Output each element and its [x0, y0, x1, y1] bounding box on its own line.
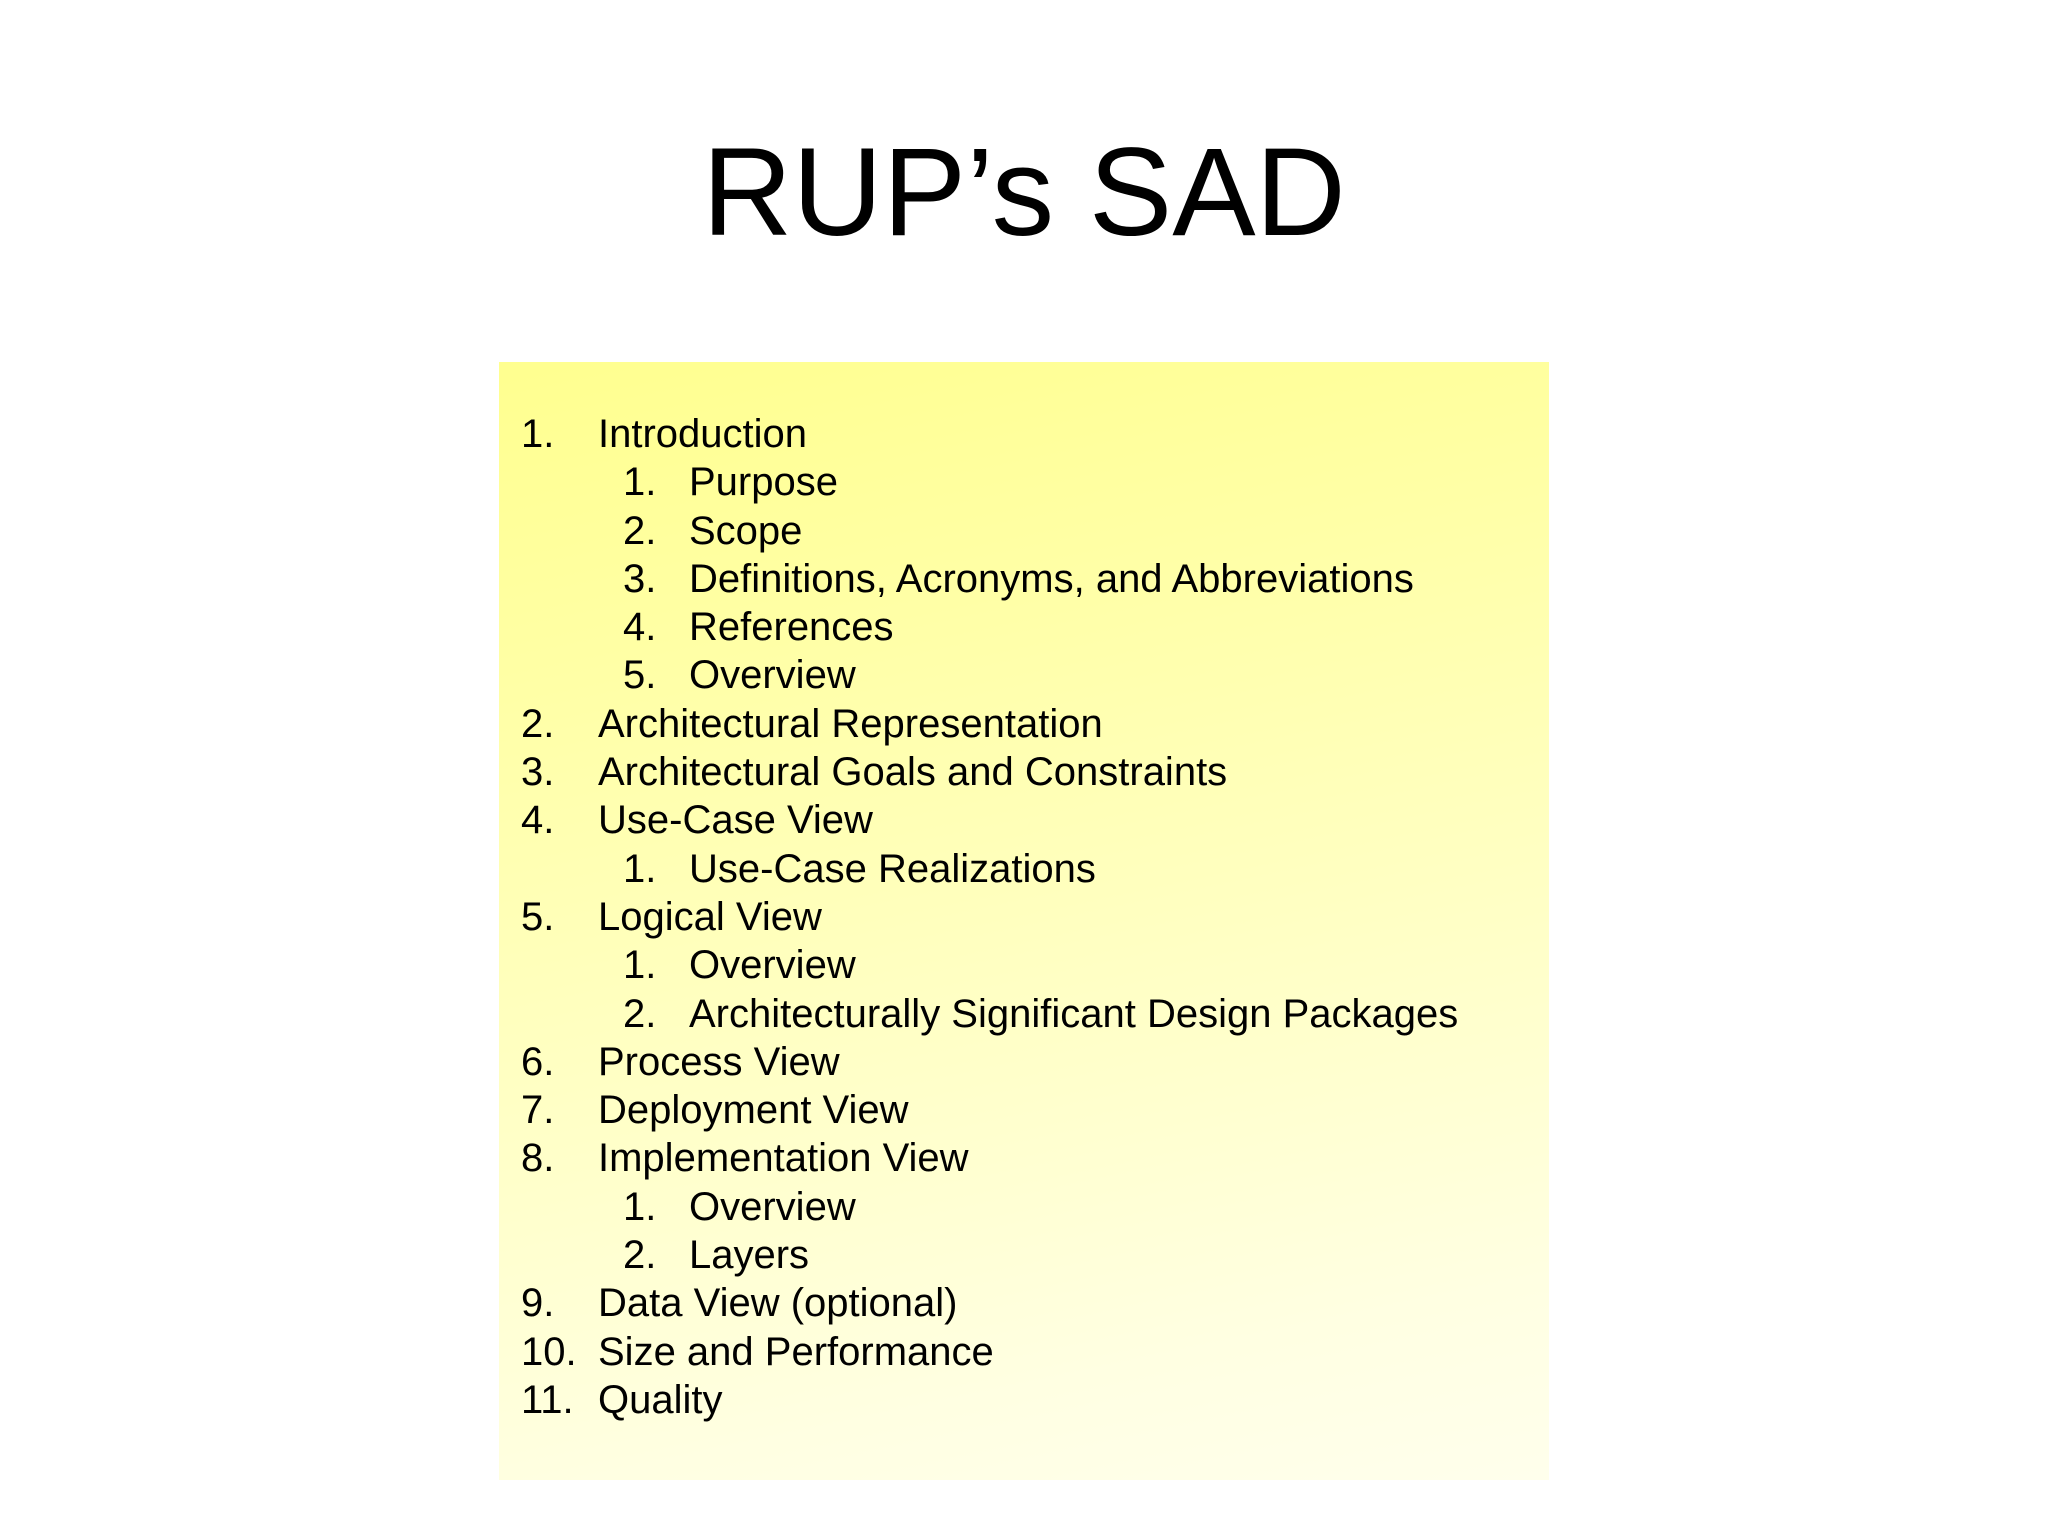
toc-item-label: Process View	[598, 1039, 840, 1084]
toc-item-number: 5.	[623, 653, 657, 698]
toc-item-number: 7.	[521, 1088, 555, 1133]
toc-item-number: 11.	[521, 1377, 574, 1422]
toc-item-label: Logical View	[598, 894, 822, 939]
toc-item-label: Overview	[689, 653, 856, 698]
toc-item-label: Overview	[689, 1184, 856, 1229]
toc-item-label: Definitions, Acronyms, and Abbreviations	[689, 556, 1414, 601]
toc-item-number: 3.	[521, 750, 555, 795]
toc-item	[499, 1134, 1549, 1182]
toc-item-number: 1.	[521, 412, 555, 456]
toc-item-number: 2.	[521, 701, 555, 746]
toc-subitem	[499, 1231, 1549, 1279]
toc-item-number: 5.	[521, 894, 555, 939]
toc-subitem	[499, 1183, 1549, 1231]
toc-subitem	[499, 845, 1549, 893]
toc-list	[499, 410, 1549, 1424]
toc-item-number: 1.	[623, 1184, 657, 1229]
toc-item	[499, 700, 1549, 748]
toc-subitem	[499, 941, 1549, 989]
toc-subitem	[499, 555, 1549, 603]
toc-item	[499, 1038, 1549, 1086]
toc-subitem	[499, 603, 1549, 651]
toc-item-label: Purpose	[689, 460, 838, 505]
toc-item-label: Deployment View	[598, 1088, 909, 1133]
toc-item-label: Layers	[689, 1233, 810, 1278]
toc-item-label: Data View (optional)	[598, 1281, 958, 1326]
toc-subitem	[499, 990, 1549, 1038]
slide-title: RUP’s SAD	[702, 123, 1346, 262]
toc-item-label: Architecturally Significant Design Packages	[689, 991, 1459, 1036]
toc-item-label: Architectural Representation	[598, 701, 1103, 746]
toc-item-label: Scope	[689, 508, 803, 553]
toc-item	[499, 1086, 1549, 1134]
toc-item-number: 10.	[521, 1329, 577, 1374]
toc-item	[499, 796, 1549, 844]
toc-item-number: 4.	[521, 798, 555, 843]
toc-item-number: 2.	[623, 991, 657, 1036]
toc-item-number: 1.	[623, 846, 657, 891]
toc-item	[499, 1328, 1549, 1376]
toc-item-number: 2.	[623, 508, 657, 553]
toc-item-label: Quality	[598, 1377, 723, 1422]
toc-subitem	[499, 507, 1549, 555]
toc-item-number: 2.	[623, 1233, 657, 1278]
toc-item-label: Overview	[689, 943, 856, 988]
toc-item-number: 6.	[521, 1039, 555, 1084]
toc-subitem	[499, 651, 1549, 699]
toc-item	[499, 1279, 1549, 1327]
toc-item	[499, 410, 1549, 458]
toc-item-number: 8.	[521, 1136, 555, 1181]
toc-item-number: 1.	[623, 460, 657, 505]
toc-item	[499, 893, 1549, 941]
toc-item-label: Size and Performance	[598, 1329, 994, 1374]
toc-item-label: References	[689, 605, 894, 650]
toc-box	[499, 362, 1549, 1480]
toc-item-label: Use-Case View	[598, 798, 873, 843]
toc-item-number: 1.	[623, 943, 657, 988]
toc-item-number: 9.	[521, 1281, 555, 1326]
toc-item-label: Use-Case Realizations	[689, 846, 1096, 891]
toc-item	[499, 748, 1549, 796]
toc-subitem	[499, 458, 1549, 506]
toc-item-label: Implementation View	[598, 1136, 969, 1181]
toc-item-label: Introduction	[598, 412, 808, 456]
toc-item-number: 4.	[623, 605, 657, 650]
toc-item	[499, 1376, 1549, 1424]
toc-item-label: Architectural Goals and Constraints	[598, 750, 1228, 795]
toc-item-number: 3.	[623, 556, 657, 601]
